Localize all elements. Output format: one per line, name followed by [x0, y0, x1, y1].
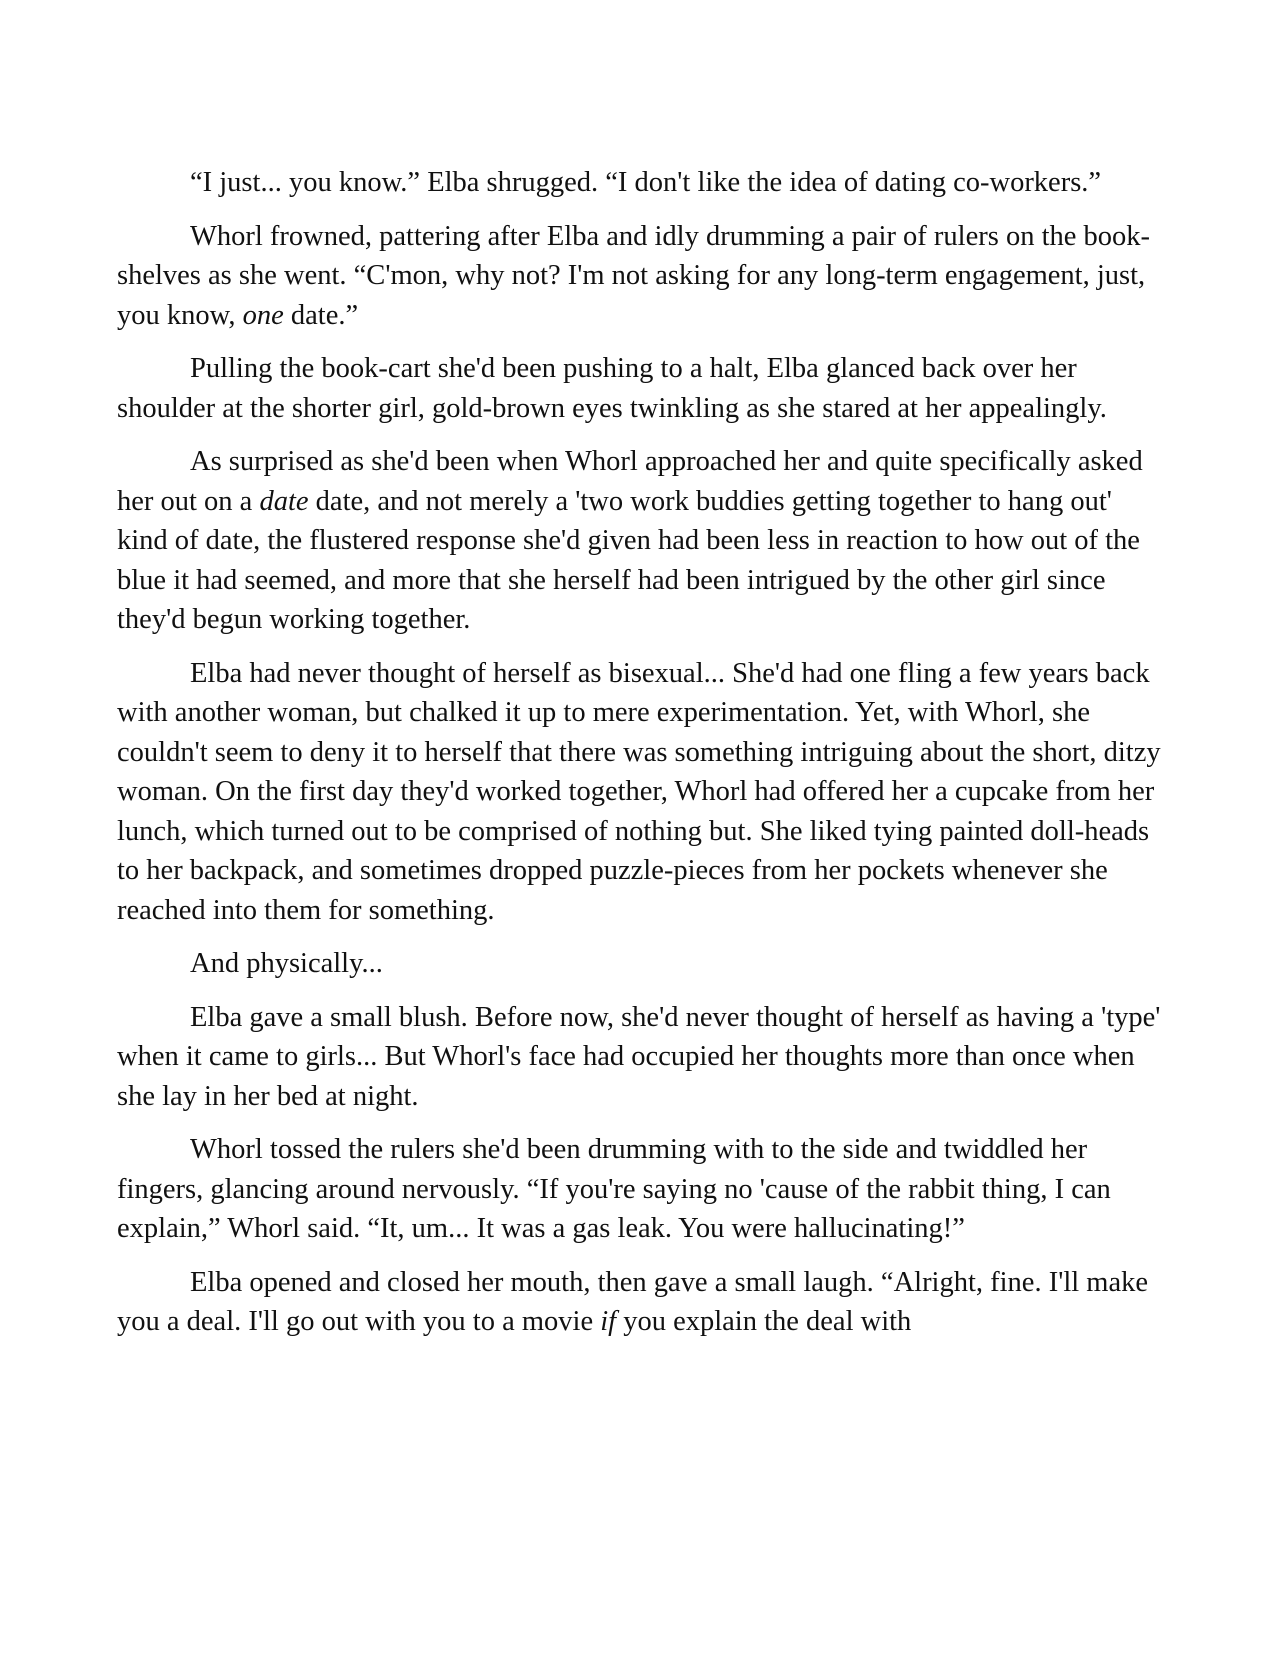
paragraph-text: As surprised as she'd been when Whorl approached her and quite specifically asked her out on a [117, 446, 1143, 517]
emphasis-text: if [600, 1306, 617, 1337]
paragraph-text: Elba opened and closed her mouth, then gave a small laugh. “Alright, fine. I'll make you a deal. I'll go out with you to a movie [117, 1266, 1149, 1337]
paragraph-2 [117, 217, 1167, 336]
paragraph-text: And physically... [190, 948, 383, 979]
paragraph-4 [117, 442, 1167, 640]
paragraph-text: you explain the deal with [616, 1306, 912, 1337]
paragraph-text: date.” [283, 299, 359, 331]
emphasis-text: date [259, 485, 309, 517]
paragraph-text: Elba had never thought of herself as bisexual... She'd had one fling a few years back with another woman, but chalked it up to mere experimentation. Yet, with Whorl, she couldn't seem to deny it to herself that there was something intriguing about the short, ditzy woman. On the first day they'd worked together, Whorl had offered her a cupcake from her lunch, which turned out to be comprised of nothing but. She liked tying painted doll-heads to her backpack, and sometimes dropped puzzle-pieces from her pockets whenever she reached into them for something. [117, 657, 1161, 926]
paragraph-text: “I just... you know.” Elba shrugged. “I don't like the idea of dating co-workers.” [190, 167, 1102, 198]
paragraph-8 [117, 1130, 1167, 1249]
paragraph-text: Whorl tossed the rulers she'd been drumming with to the side and twiddled her fingers, glancing around nervously. “If you're saying no 'cause of the rabbit thing, I can explain,” Whorl said. “It, um... It was a gas leak. You were hallucinating!” [117, 1134, 1111, 1244]
paragraph-text: date, and not merely a 'two work buddies getting together to hang out' kind of date, the flustered response she'd given had been less in reaction to how out of the blue it had seemed, and more that she herself had been intrigued by the other girl since they'd begun working together. [117, 485, 1140, 635]
paragraph-6 [117, 944, 1167, 984]
paragraph-text: Pulling the book-cart she'd been pushing to a halt, Elba glanced back over her shoulder at the shorter girl, gold-brown eyes twinkling as she stared at her appealingly. [117, 353, 1107, 424]
document-page [117, 163, 1167, 1356]
paragraph-1 [117, 163, 1167, 203]
paragraph-text: Elba gave a small blush. Before now, she'd never thought of herself as having a 'type' when it came to girls... But Whorl's face had occupied her thoughts more than once when she lay in her bed at night. [117, 1001, 1161, 1112]
paragraph-3 [117, 349, 1167, 428]
paragraph-7 [117, 998, 1167, 1117]
emphasis-text: one [242, 299, 284, 331]
paragraph-text: Whorl frowned, pattering after Elba and idly drumming a pair of rulers on the book-shelves as she went. “C'mon, why not? I'm not asking for any long-term engagement, just, you know, [117, 220, 1150, 331]
paragraph-9 [117, 1263, 1167, 1342]
paragraph-5 [117, 654, 1167, 931]
